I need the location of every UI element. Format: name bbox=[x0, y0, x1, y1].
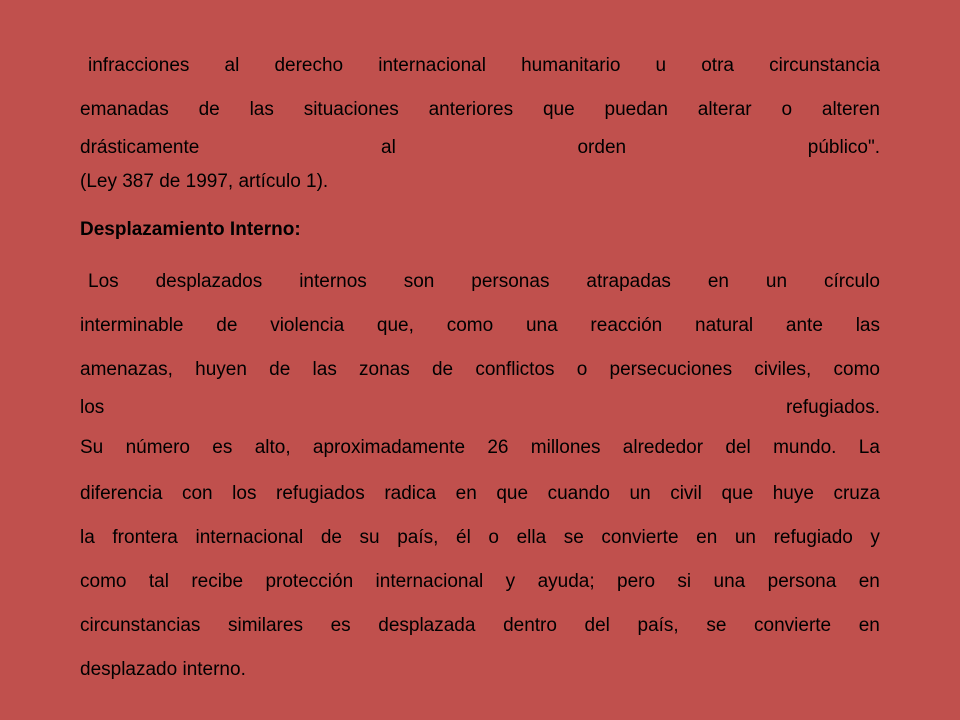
word: las bbox=[249, 99, 274, 120]
word: en bbox=[858, 615, 880, 636]
word: mundo. bbox=[773, 437, 837, 458]
word: emanadas bbox=[80, 99, 169, 120]
word: de bbox=[198, 99, 220, 120]
word: las bbox=[312, 359, 337, 380]
word: en bbox=[455, 483, 477, 504]
word: personas bbox=[471, 271, 550, 292]
word: ella bbox=[516, 527, 547, 548]
word: las bbox=[855, 315, 880, 336]
word: convierte bbox=[601, 527, 679, 548]
word: natural bbox=[695, 315, 754, 336]
word: cuando bbox=[547, 483, 610, 504]
word: alto, bbox=[254, 437, 291, 458]
word: una bbox=[713, 571, 746, 592]
word: La bbox=[858, 437, 880, 458]
word: un bbox=[629, 483, 651, 504]
word: los bbox=[80, 397, 105, 418]
word: país, bbox=[397, 527, 439, 548]
word: de bbox=[269, 359, 291, 380]
word: de bbox=[216, 315, 238, 336]
word: similares bbox=[228, 615, 303, 636]
word: refugiados bbox=[276, 483, 365, 504]
word: Su bbox=[80, 437, 104, 458]
word: y bbox=[505, 571, 516, 592]
word: un bbox=[765, 271, 788, 292]
word: huye bbox=[772, 483, 814, 504]
word: una bbox=[525, 315, 558, 336]
word: con bbox=[181, 483, 213, 504]
word: violencia bbox=[270, 315, 345, 336]
word: un bbox=[734, 527, 756, 548]
word: en bbox=[707, 271, 729, 292]
paragraph-line bbox=[80, 348, 880, 392]
word: y bbox=[870, 527, 880, 548]
word: frontera bbox=[112, 527, 178, 548]
word: millones bbox=[530, 437, 601, 458]
word: ante bbox=[785, 315, 823, 336]
word: zonas bbox=[359, 359, 410, 380]
word: Los bbox=[88, 271, 119, 292]
word: circunstancias bbox=[80, 615, 201, 636]
word: él bbox=[456, 527, 471, 548]
word: humanitario bbox=[521, 55, 621, 76]
word: internos bbox=[299, 271, 367, 292]
word: que bbox=[542, 99, 575, 120]
word: dentro bbox=[503, 615, 557, 636]
word: atrapadas bbox=[586, 271, 671, 292]
word: refugiado bbox=[773, 527, 853, 548]
word: internacional bbox=[195, 527, 304, 548]
word: país, bbox=[637, 615, 679, 636]
word: amenazas, bbox=[80, 359, 173, 380]
word: ayuda; bbox=[537, 571, 595, 592]
paragraph-line bbox=[80, 392, 880, 424]
word: 26 bbox=[487, 437, 509, 458]
paragraph-line bbox=[80, 560, 880, 604]
word: su bbox=[359, 527, 380, 548]
word: internacional bbox=[375, 571, 484, 592]
word: se bbox=[563, 527, 584, 548]
section-heading: Desplazamiento Interno: bbox=[80, 219, 301, 240]
word: circunstancia bbox=[769, 55, 880, 76]
word: alterar bbox=[697, 99, 752, 120]
word: internacional bbox=[378, 55, 486, 76]
word: interminable bbox=[80, 315, 184, 336]
body-text bbox=[80, 44, 880, 692]
word: los bbox=[232, 483, 257, 504]
word: la bbox=[80, 527, 95, 548]
word: son bbox=[403, 271, 435, 292]
word: de bbox=[431, 359, 454, 380]
word: como bbox=[833, 359, 880, 380]
word: al bbox=[224, 55, 240, 76]
word: protección bbox=[265, 571, 354, 592]
word: civil bbox=[670, 483, 702, 504]
paragraph-line bbox=[80, 604, 880, 648]
word: derecho bbox=[274, 55, 344, 76]
word: se bbox=[706, 615, 727, 636]
word: convierte bbox=[754, 615, 832, 636]
paragraph-line bbox=[80, 88, 880, 132]
word: desplazados bbox=[155, 271, 263, 292]
word: alrededor bbox=[622, 437, 704, 458]
paragraph-line bbox=[80, 44, 880, 88]
word: o bbox=[488, 527, 499, 548]
word: que bbox=[721, 483, 754, 504]
word: que, bbox=[376, 315, 414, 336]
word: persona bbox=[767, 571, 837, 592]
word: o bbox=[781, 99, 793, 120]
paragraph-line bbox=[80, 304, 880, 348]
word: de bbox=[320, 527, 342, 548]
word: al bbox=[381, 137, 396, 158]
word: otra bbox=[701, 55, 734, 76]
word: o bbox=[576, 359, 588, 380]
citation-line: (Ley 387 de 1997, artículo 1). bbox=[80, 171, 329, 192]
word: persecuciones bbox=[609, 359, 733, 380]
word: pero bbox=[617, 571, 656, 592]
word: tal bbox=[148, 571, 169, 592]
word: como bbox=[446, 315, 494, 336]
paragraph-line bbox=[80, 260, 880, 304]
word: refugiados. bbox=[785, 397, 880, 418]
word: número bbox=[125, 437, 190, 458]
word: alteren bbox=[821, 99, 880, 120]
word: u bbox=[655, 55, 667, 76]
word: desplazada bbox=[378, 615, 476, 636]
word: anteriores bbox=[428, 99, 514, 120]
paragraph-line bbox=[80, 424, 880, 472]
word: es bbox=[330, 615, 351, 636]
word: del bbox=[584, 615, 610, 636]
word: huyen bbox=[195, 359, 247, 380]
word: aproximadamente bbox=[312, 437, 466, 458]
paragraph-line bbox=[80, 472, 880, 516]
word: infracciones bbox=[88, 55, 190, 76]
word: círculo bbox=[823, 271, 880, 292]
paragraph-line bbox=[80, 516, 880, 560]
word: en bbox=[696, 527, 718, 548]
word: radica bbox=[384, 483, 437, 504]
word: reacción bbox=[590, 315, 663, 336]
word: conflictos bbox=[475, 359, 555, 380]
word: es bbox=[212, 437, 233, 458]
word: que bbox=[496, 483, 529, 504]
word: en bbox=[858, 571, 880, 592]
paragraph-line: desplazado interno. bbox=[80, 659, 246, 680]
word: público". bbox=[807, 137, 880, 158]
word: cruza bbox=[833, 483, 880, 504]
word: situaciones bbox=[303, 99, 399, 120]
word: del bbox=[725, 437, 751, 458]
word: como bbox=[80, 571, 127, 592]
word: drásticamente bbox=[80, 137, 200, 158]
word: si bbox=[677, 571, 692, 592]
word: diferencia bbox=[80, 483, 163, 504]
paragraph-line bbox=[80, 132, 880, 164]
word: recibe bbox=[191, 571, 244, 592]
word: civiles, bbox=[754, 359, 812, 380]
word: puedan bbox=[604, 99, 668, 120]
word: orden bbox=[577, 137, 627, 158]
